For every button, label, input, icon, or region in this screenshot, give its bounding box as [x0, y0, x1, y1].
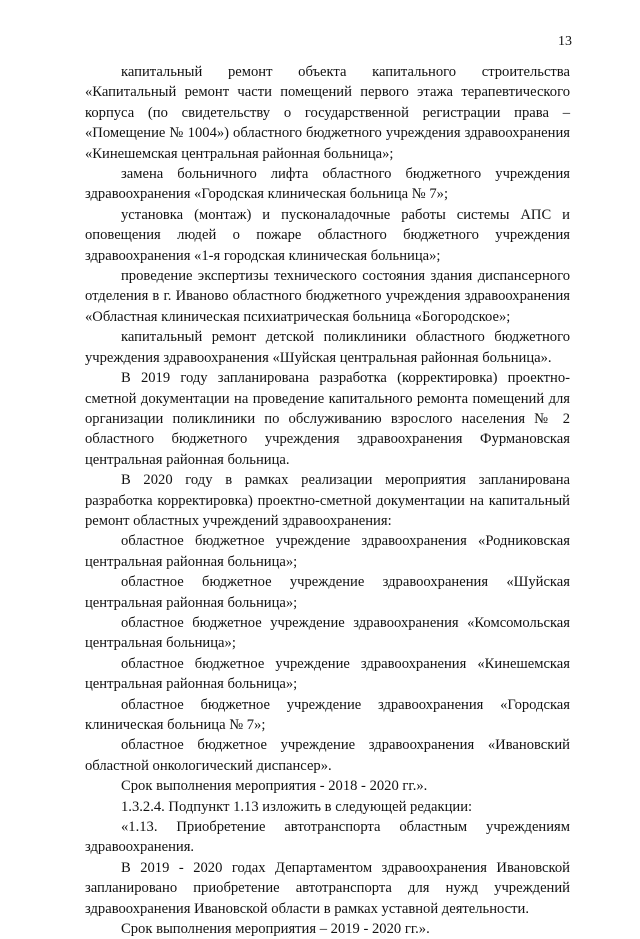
page-number: 13 [558, 34, 572, 49]
paragraph: областное бюджетное учреждение здравоохранения «Кинешемская центральная районная больница»; [85, 655, 570, 693]
paragraph: областное бюджетное учреждение здравоохранения «Комсомольская центральная больница»; [85, 614, 570, 652]
paragraph: капитальный ремонт объекта капитального строительства «Капитальный ремонт части помещений первого этажа терапевтического корпуса (по свидетельству о государственной регистрации права – «Помещение № 1004») областного бюджетного учреждения здравоохранения «Кинешемская центральная районная больница»; [85, 64, 570, 162]
document-body [85, 62, 570, 939]
paragraph: «1.13. Приобретение автотранспорта областным учреждениям здравоохранения. [85, 819, 570, 856]
paragraph: В 2020 году в рамках реализации мероприятия запланирована разработка корректировка) проектно-сметной документации на капитальный ремонт областных учреждений здравоохранения: [85, 472, 570, 529]
paragraph: областное бюджетное учреждение здравоохранения «Городская клиническая больница № 7»; [85, 696, 570, 733]
paragraph: областное бюджетное учреждение здравоохранения «Родниковская центральная районная больница»; [85, 533, 570, 570]
paragraph: 1.3.2.4. Подпункт 1.13 изложить в следующей редакции: [121, 798, 473, 815]
paragraph: замена больничного лифта областного бюджетного учреждения здравоохранения «Городская клиническая больница № 7»; [85, 166, 570, 203]
paragraph: В 2019 году запланирована разработка (корректировка) проектно-сметной документации на проведение капитального ремонта помещений для организации поликлиники по обслуживанию взрослого населения № 2 областного бюджетного учреждения здравоохранения Фурмановская центральная районная больница. [85, 370, 570, 468]
paragraph: Срок выполнения мероприятия - 2018 - 2020 гг.». [121, 778, 428, 795]
paragraph: областное бюджетное учреждение здравоохранения «Шуйская центральная районная больница»; [85, 574, 570, 611]
paragraph: областное бюджетное учреждение здравоохранения «Ивановский областной онкологический диспансер». [85, 737, 570, 774]
paragraph: капитальный ремонт детской поликлиники областного бюджетного учреждения здравоохранения «Шуйская центральная районная больница». [85, 329, 570, 366]
paragraph: В 2019 - 2020 годах Департаментом здравоохранения Ивановской запланировано приобретение автотранспорта для нужд учреждений здравоохранения Ивановской области в рамках уставной деятельности. [85, 859, 570, 917]
paragraph: проведение экспертизы технического состояния здания диспансерного отделения в г. Иваново областного бюджетного учреждения здравоохранения «Областная клиническая психиатрическая больница «Богородское»; [85, 268, 570, 325]
paragraph: установка (монтаж) и пусконаладочные работы системы АПС и оповещения людей о пожаре областного бюджетного учреждения здравоохранения «1-я городская клиническая больница»; [85, 206, 570, 264]
paragraph: Срок выполнения мероприятия – 2019 - 2020 гг.». [121, 921, 430, 938]
